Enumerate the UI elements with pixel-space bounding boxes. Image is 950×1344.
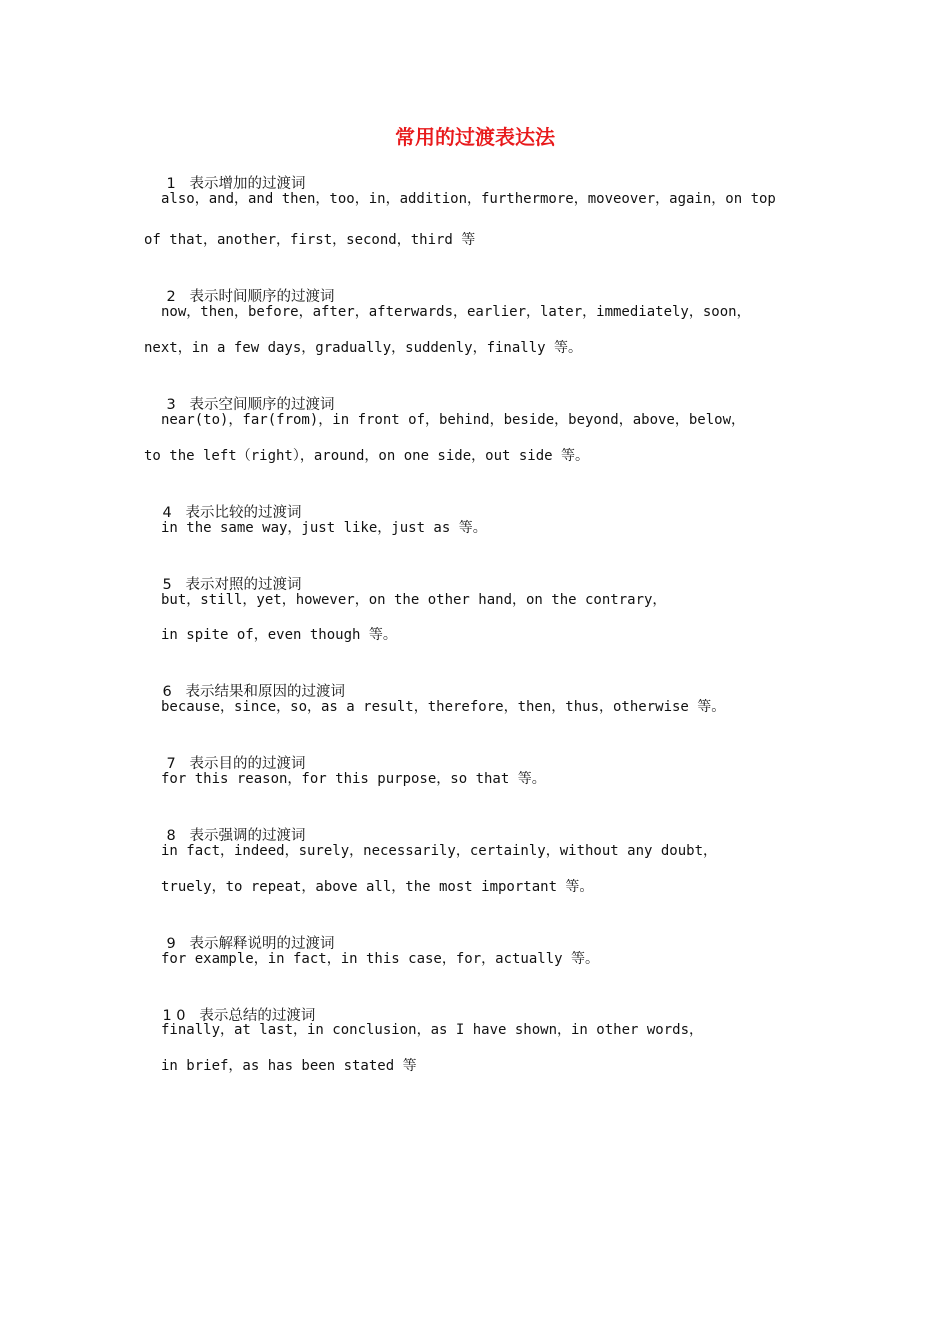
section-title: 表示结果和原因的过渡词 — [185, 684, 345, 700]
section-number: 7 — [166, 756, 176, 772]
section-title: 表示强调的过渡词 — [189, 828, 306, 844]
section-number: 2 — [166, 289, 176, 305]
section-text-line: but，still，yet，however，on the other hand，on the contrary， — [161, 592, 667, 608]
section-text-line: truely，to repeat，above all，the most important 等。 — [161, 879, 594, 895]
section-text-line: now，then，before，after，afterwards，earlier，later，immediately，soon， — [161, 304, 751, 320]
section-text-line: in spite of，even though 等。 — [161, 627, 397, 643]
section-number: 6 — [162, 684, 172, 700]
section-text-line: for example，in fact，in this case，for，actually 等。 — [161, 951, 600, 967]
section-number: 8 — [166, 828, 176, 844]
section-text-line: finally，at last，in conclusion，as I have shown，in other words， — [161, 1022, 704, 1038]
section-text-line: of that，another，first，second，third 等 — [144, 232, 476, 248]
section-text-line: next，in a few days，gradually，suddenly，finally 等。 — [144, 340, 583, 356]
section-text-line: in brief，as has been stated 等 — [161, 1058, 417, 1074]
section-number: 4 — [162, 505, 172, 521]
section-text-line: in the same way，just like，just as 等。 — [161, 520, 487, 536]
section-text-line: in fact，indeed，surely，necessarily，certainly，without any doubt， — [161, 843, 718, 859]
section-title: 表示空间顺序的过渡词 — [189, 397, 335, 413]
section-text-line: to the left（right），around，on one side，out side 等。 — [144, 448, 590, 464]
section-number: 3 — [166, 397, 176, 413]
section-text-line: near(to)，far(from)，in front of，behind，beside，beyond，above，below， — [161, 412, 746, 428]
section-title: 表示目的的过渡词 — [189, 756, 306, 772]
section-title: 表示比较的过渡词 — [185, 505, 302, 521]
section-title: 表示解释说明的过渡词 — [189, 936, 335, 952]
section-title: 表示总结的过渡词 — [199, 1008, 316, 1024]
section-text-line: because，since，so，as a result，therefore，then，thus，otherwise 等。 — [161, 699, 726, 715]
section-text-line: also，and，and then，too，in，addition，furthermore，moveover，again，on top — [161, 191, 776, 207]
section-number: 9 — [166, 936, 176, 952]
section-number: 5 — [162, 577, 172, 593]
page-title: 常用的过渡表达法 — [395, 125, 555, 149]
section-title: 表示对照的过渡词 — [185, 577, 302, 593]
section-text-line: for this reason，for this purpose，so that 等。 — [161, 771, 546, 787]
section-title: 表示时间顺序的过渡词 — [189, 289, 335, 305]
section-number: 1 — [166, 176, 176, 192]
section-title: 表示增加的过渡词 — [189, 176, 306, 192]
section-number: 1 0 — [162, 1008, 186, 1024]
